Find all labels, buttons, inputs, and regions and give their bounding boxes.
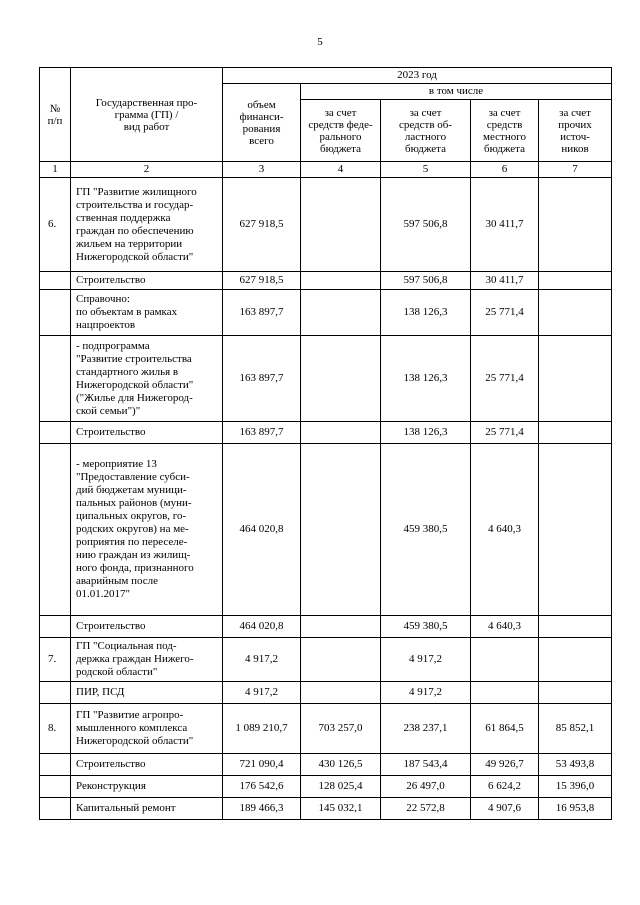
row-program-name: - мероприятие 13 "Предоставление субси- дий бюджетам муници- пальных районов (муни- ципальных округов, го- родских округов) на ме- роприятия по переселе- нию граждан из жилищ- ного фонда, признанного аварийным после 01.01.2017" — [71, 444, 223, 616]
cell-total: 176 542,6 — [223, 776, 301, 798]
column-number: 3 — [223, 162, 301, 178]
table-row — [40, 704, 612, 754]
row-program-name: Реконструкция — [71, 776, 223, 798]
budget-table — [39, 67, 612, 820]
cell-other: 16 953,8 — [539, 798, 612, 820]
cell-local: 49 926,7 — [471, 754, 539, 776]
column-number: 2 — [71, 162, 223, 178]
table-row — [40, 616, 612, 638]
cell-other: 85 852,1 — [539, 704, 612, 754]
table-row — [40, 422, 612, 444]
col-header-number: № п/п — [40, 68, 71, 162]
row-program-name: - подпрограмма "Развитие строительства стандартного жилья в Нижегородской области" ("Жилье для Нижегород- ской семьи")" — [71, 336, 223, 422]
column-number: 5 — [381, 162, 471, 178]
cell-regional: 4 917,2 — [381, 638, 471, 682]
cell-total: 627 918,5 — [223, 272, 301, 290]
cell-other — [539, 336, 612, 422]
cell-other — [539, 422, 612, 444]
table-row — [40, 638, 612, 682]
row-program-name: Капитальный ремонт — [71, 798, 223, 820]
cell-total: 4 917,2 — [223, 682, 301, 704]
table-row — [40, 798, 612, 820]
cell-federal: 128 025,4 — [301, 776, 381, 798]
cell-local: 4 640,3 — [471, 444, 539, 616]
col-header-other: за счет прочих источ- ников — [539, 100, 612, 162]
row-number — [40, 272, 71, 290]
cell-federal — [301, 616, 381, 638]
cell-local — [471, 638, 539, 682]
cell-other — [539, 616, 612, 638]
cell-federal — [301, 178, 381, 272]
cell-local — [471, 682, 539, 704]
cell-regional: 187 543,4 — [381, 754, 471, 776]
column-number: 6 — [471, 162, 539, 178]
row-number — [40, 754, 71, 776]
col-header-program: Государственная про- грамма (ГП) / вид работ — [71, 68, 223, 162]
cell-regional: 138 126,3 — [381, 336, 471, 422]
row-program-name: ПИР, ПСД — [71, 682, 223, 704]
row-program-name: Строительство — [71, 422, 223, 444]
cell-total: 163 897,7 — [223, 336, 301, 422]
cell-federal — [301, 272, 381, 290]
col-header-including: в том числе — [301, 84, 612, 100]
cell-local: 6 624,2 — [471, 776, 539, 798]
cell-federal: 430 126,5 — [301, 754, 381, 776]
cell-total: 163 897,7 — [223, 422, 301, 444]
cell-regional: 459 380,5 — [381, 616, 471, 638]
col-header-regional: за счет средств об- ластного бюджета — [381, 100, 471, 162]
row-program-name: Строительство — [71, 272, 223, 290]
row-number: 6. — [40, 178, 71, 272]
cell-federal — [301, 290, 381, 336]
cell-total: 163 897,7 — [223, 290, 301, 336]
row-number: 8. — [40, 704, 71, 754]
cell-other: 53 493,8 — [539, 754, 612, 776]
cell-federal: 145 032,1 — [301, 798, 381, 820]
column-number: 4 — [301, 162, 381, 178]
row-program-name: ГП "Развитие жилищного строительства и государ- ственная поддержка граждан по обеспечению жильем на территории Нижегородской области" — [71, 178, 223, 272]
cell-federal — [301, 682, 381, 704]
cell-total: 464 020,8 — [223, 444, 301, 616]
row-number — [40, 290, 71, 336]
cell-other — [539, 178, 612, 272]
cell-federal — [301, 336, 381, 422]
row-number — [40, 776, 71, 798]
row-number — [40, 682, 71, 704]
cell-regional: 597 506,8 — [381, 178, 471, 272]
cell-federal — [301, 422, 381, 444]
col-header-year: 2023 год — [223, 68, 612, 84]
row-program-name: Справочно: по объектам в рамках нацпроектов — [71, 290, 223, 336]
cell-other — [539, 290, 612, 336]
row-number — [40, 798, 71, 820]
cell-federal — [301, 444, 381, 616]
table-body — [40, 178, 612, 820]
col-header-total: объем финанси- рования всего — [223, 84, 301, 162]
cell-regional: 22 572,8 — [381, 798, 471, 820]
table-row — [40, 682, 612, 704]
row-number — [40, 444, 71, 616]
cell-local: 25 771,4 — [471, 336, 539, 422]
cell-federal — [301, 638, 381, 682]
cell-total: 4 917,2 — [223, 638, 301, 682]
cell-regional: 138 126,3 — [381, 290, 471, 336]
row-program-name: ГП "Развитие агропро- мышленного комплекса Нижегородской области" — [71, 704, 223, 754]
table-header — [40, 68, 612, 178]
row-program-name: Строительство — [71, 754, 223, 776]
cell-other — [539, 682, 612, 704]
table-row — [40, 776, 612, 798]
cell-total: 189 466,3 — [223, 798, 301, 820]
cell-local: 25 771,4 — [471, 422, 539, 444]
cell-regional: 4 917,2 — [381, 682, 471, 704]
cell-total: 627 918,5 — [223, 178, 301, 272]
cell-other — [539, 272, 612, 290]
column-number: 1 — [40, 162, 71, 178]
table-row — [40, 290, 612, 336]
row-program-name: Строительство — [71, 616, 223, 638]
column-number: 7 — [539, 162, 612, 178]
row-number — [40, 422, 71, 444]
cell-other: 15 396,0 — [539, 776, 612, 798]
row-number — [40, 336, 71, 422]
cell-local: 25 771,4 — [471, 290, 539, 336]
table-row — [40, 336, 612, 422]
cell-regional: 238 237,1 — [381, 704, 471, 754]
page-number: 5 — [317, 36, 323, 48]
cell-other — [539, 444, 612, 616]
col-header-local: за счет средств местного бюджета — [471, 100, 539, 162]
cell-regional: 597 506,8 — [381, 272, 471, 290]
cell-local: 30 411,7 — [471, 178, 539, 272]
table-row — [40, 754, 612, 776]
cell-total: 1 089 210,7 — [223, 704, 301, 754]
row-number: 7. — [40, 638, 71, 682]
cell-other — [539, 638, 612, 682]
table-row — [40, 178, 612, 272]
cell-regional: 26 497,0 — [381, 776, 471, 798]
col-header-federal: за счет средств феде- рального бюджета — [301, 100, 381, 162]
cell-regional: 138 126,3 — [381, 422, 471, 444]
row-program-name: ГП "Социальная под- держка граждан Нижего- родской области" — [71, 638, 223, 682]
cell-local: 4 907,6 — [471, 798, 539, 820]
table-row — [40, 272, 612, 290]
cell-total: 721 090,4 — [223, 754, 301, 776]
cell-local: 4 640,3 — [471, 616, 539, 638]
cell-regional: 459 380,5 — [381, 444, 471, 616]
cell-total: 464 020,8 — [223, 616, 301, 638]
cell-local: 61 864,5 — [471, 704, 539, 754]
cell-local: 30 411,7 — [471, 272, 539, 290]
table-row — [40, 444, 612, 616]
cell-federal: 703 257,0 — [301, 704, 381, 754]
row-number — [40, 616, 71, 638]
